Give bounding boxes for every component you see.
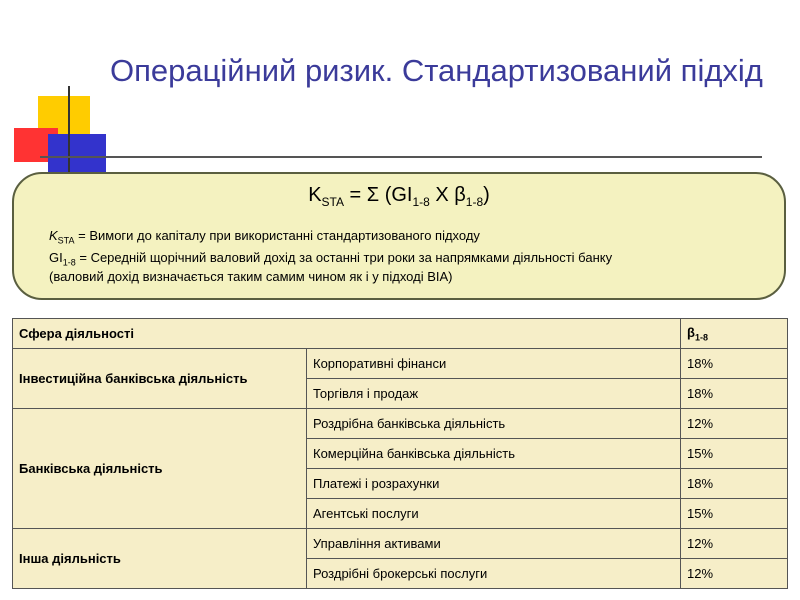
- table-header-row: [13, 319, 788, 349]
- beta-cell: 18%: [681, 379, 788, 409]
- business-line-cell: Корпоративні фінанси: [307, 349, 681, 379]
- beta-table: [12, 318, 788, 589]
- table-row: [13, 349, 788, 379]
- business-line-cell: Роздрібні брокерські послуги: [307, 559, 681, 589]
- title-divider: [40, 156, 762, 158]
- beta-cell: 12%: [681, 529, 788, 559]
- group-cell: Інвестиційна банківська діяльність: [13, 349, 307, 409]
- beta-cell: 12%: [681, 409, 788, 439]
- beta-cell: 15%: [681, 439, 788, 469]
- decor-blue-square: [48, 134, 106, 172]
- beta-cell: 18%: [681, 469, 788, 499]
- business-line-cell: Платежі і розрахунки: [307, 469, 681, 499]
- beta-cell: 12%: [681, 559, 788, 589]
- business-line-cell: Торгівля і продаж: [307, 379, 681, 409]
- business-line-cell: Агентські послуги: [307, 499, 681, 529]
- business-line-cell: Роздрібна банківська діяльність: [307, 409, 681, 439]
- page-title: Операційний ризик. Стандартизований підхід: [110, 53, 763, 88]
- business-line-cell: Комерційна банківська діяльність: [307, 439, 681, 469]
- definition-note: (валовий дохід визначається таким самим чином як і у підході BIA): [49, 269, 453, 284]
- formula-panel: [12, 172, 786, 300]
- business-line-cell: Управління активами: [307, 529, 681, 559]
- beta-cell: 18%: [681, 349, 788, 379]
- beta-cell: 15%: [681, 499, 788, 529]
- decor-vertical-line: [68, 86, 70, 174]
- table-row: [13, 409, 788, 439]
- definition-gi: $GI_{1-8}$ = Середній щорічний валовий дохід за останні три роки за напрямками діяльності банку: [49, 250, 613, 268]
- header-beta: $\beta_{1-8}$: [681, 319, 788, 349]
- group-cell: Інша діяльність: [13, 529, 307, 589]
- table-row: [13, 529, 788, 559]
- definition-ksta: $K_{STA}$ = Вимоги до капіталу при використанні стандартизованого підходу: [49, 228, 480, 246]
- formula: $K_{STA} = \Sigma$ ($GI_{1-8}$ X $\beta_{1-8}$): [308, 184, 490, 209]
- group-cell: Банківська діяльність: [13, 409, 307, 529]
- header-sphere: Сфера діяльності: [13, 319, 681, 349]
